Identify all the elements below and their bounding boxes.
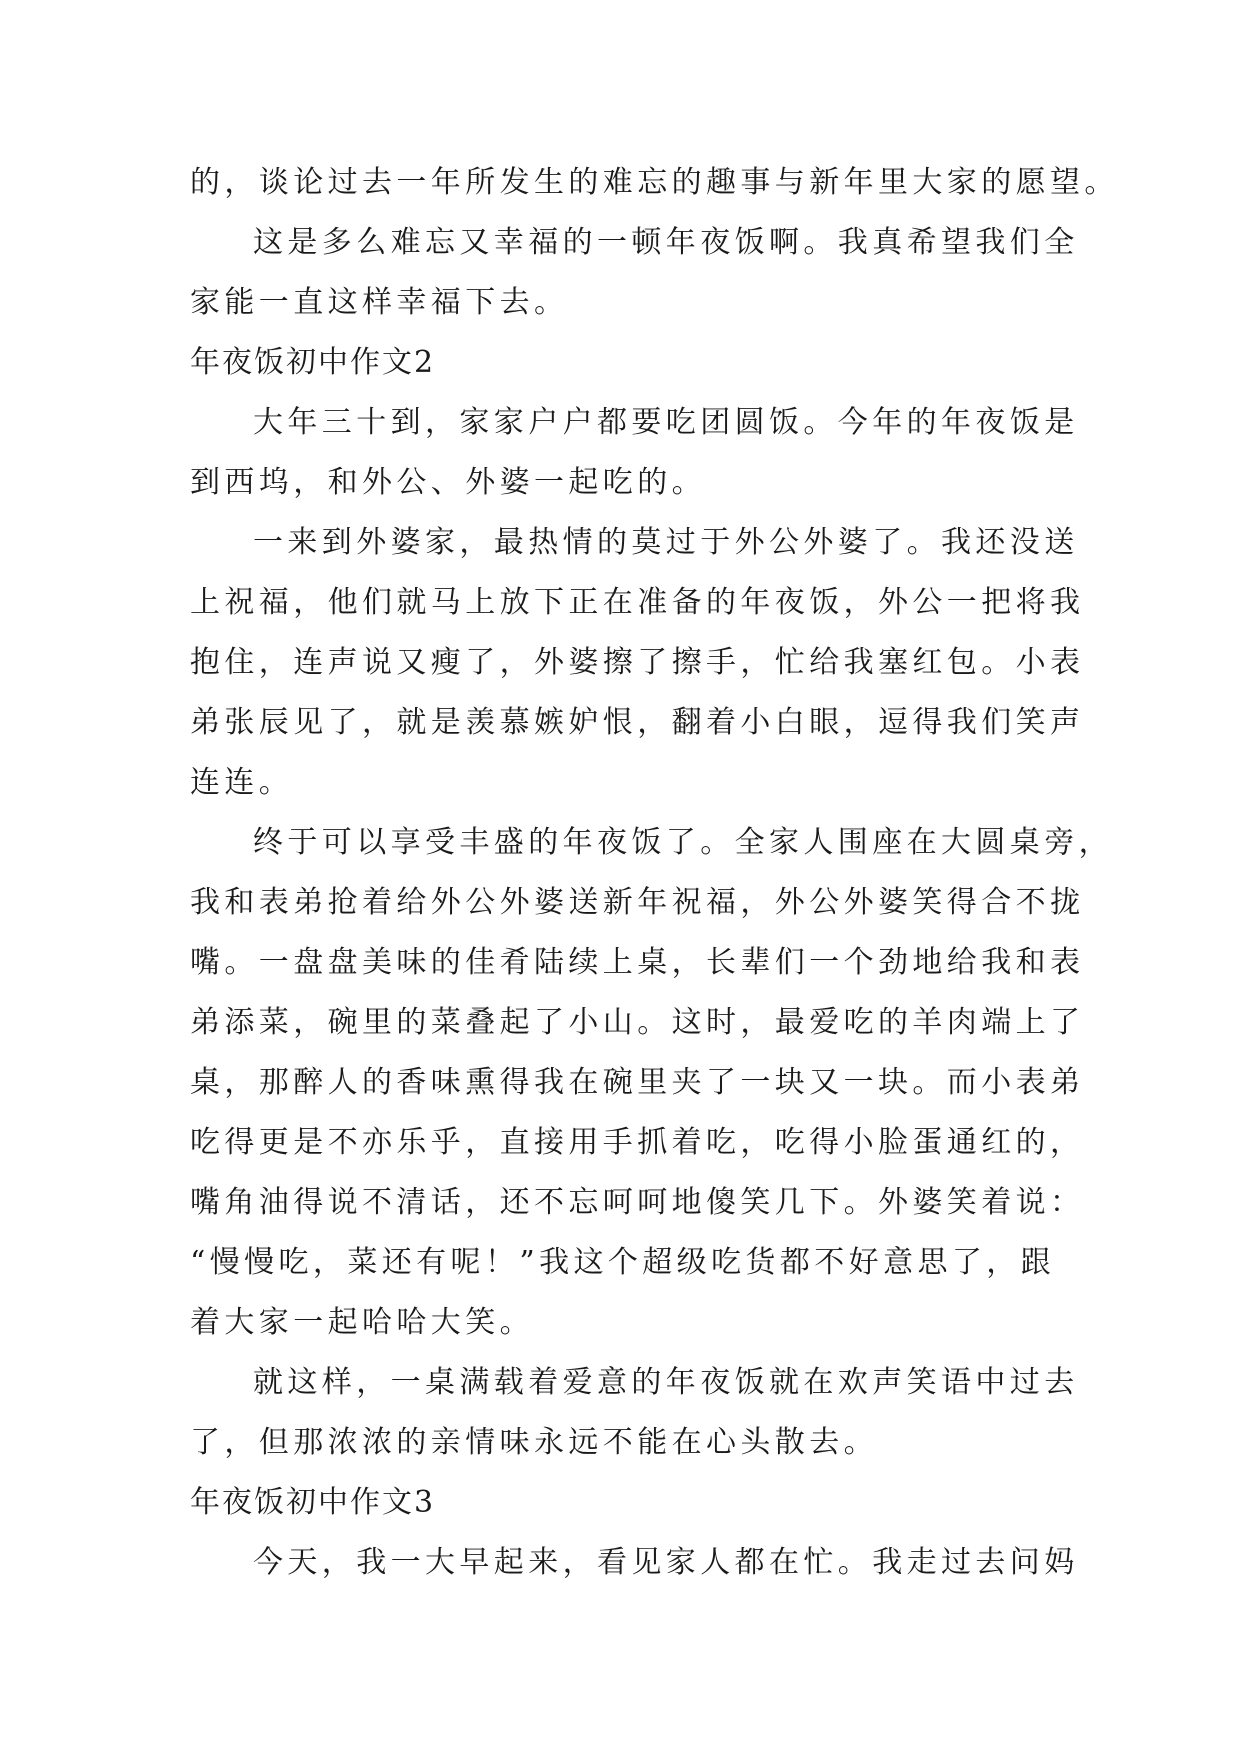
text-line-9: 抱住，连声说又瘦了，外婆擦了擦手，忙给我塞红包。小表 bbox=[190, 645, 1085, 680]
text-line-3: 家能一直这样幸福下去。 bbox=[190, 285, 569, 320]
text-line-7: 一来到外婆家，最热情的莫过于外公外婆了。我还没送 bbox=[253, 525, 1079, 560]
text-line-21: 就这样，一桌满载着爱意的年夜饭就在欢声笑语中过去 bbox=[253, 1365, 1079, 1400]
text-line-5: 大年三十到，家家户户都要吃团圆饭。今年的年夜饭是 bbox=[253, 405, 1079, 440]
text-line-11: 连连。 bbox=[190, 765, 294, 800]
text-line-10: 弟张辰见了，就是羡慕嫉妒恨，翻着小白眼，逗得我们笑声 bbox=[190, 705, 1085, 740]
text-line-20: 着大家一起哈哈大笑。 bbox=[190, 1305, 534, 1340]
text-line-17: 吃得更是不亦乐乎，直接用手抓着吃，吃得小脸蛋通红的， bbox=[190, 1125, 1085, 1160]
text-line-18: 嘴角油得说不清话，还不忘呵呵地傻笑几下。外婆笑着说： bbox=[190, 1185, 1085, 1220]
text-line-19: “慢慢吃，菜还有呢！”我这个超级吃货都不好意思了，跟 bbox=[190, 1245, 1056, 1280]
section-heading-3: 年夜饭初中作文3 bbox=[190, 1485, 436, 1520]
text-line-2: 这是多么难忘又幸福的一顿年夜饭啊。我真希望我们全 bbox=[253, 225, 1079, 260]
text-line-15: 弟添菜，碗里的菜叠起了小山。这时，最爱吃的羊肉端上了 bbox=[190, 1005, 1085, 1040]
text-line-14: 嘴。一盘盘美味的佳肴陆续上桌，长辈们一个劲地给我和表 bbox=[190, 945, 1085, 980]
text-line-13: 我和表弟抢着给外公外婆送新年祝福，外公外婆笑得合不拢 bbox=[190, 885, 1085, 920]
text-line-1: 的，谈论过去一年所发生的难忘的趣事与新年里大家的愿望。 bbox=[190, 165, 1119, 200]
text-line-22: 了，但那浓浓的亲情味永远不能在心头散去。 bbox=[190, 1425, 878, 1460]
text-line-12: 终于可以享受丰盛的年夜饭了。全家人围座在大圆桌旁， bbox=[253, 825, 1113, 860]
text-line-6: 到西坞，和外公、外婆一起吃的。 bbox=[190, 465, 706, 500]
section-heading-2: 年夜饭初中作文2 bbox=[190, 345, 436, 380]
text-line-8: 上祝福，他们就马上放下正在准备的年夜饭，外公一把将我 bbox=[190, 585, 1085, 620]
text-line-16: 桌，那醉人的香味熏得我在碗里夹了一块又一块。而小表弟 bbox=[190, 1065, 1085, 1100]
text-line-24: 今天，我一大早起来，看见家人都在忙。我走过去问妈 bbox=[253, 1545, 1079, 1580]
